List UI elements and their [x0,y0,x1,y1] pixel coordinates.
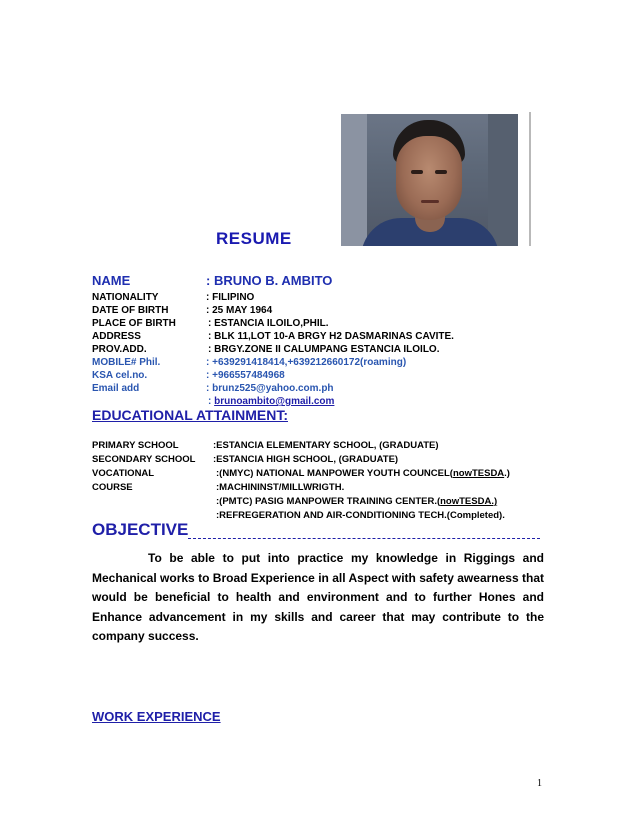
refrig-value: :REFREGERATION AND AIR-CONDITIONING TECH.(Completed). [216,510,505,521]
dob-value: : 25 MAY 1964 [206,305,273,316]
photo-border [529,112,531,246]
education-heading: EDUCATIONAL ATTAINMENT: [92,407,288,423]
pob-value: : ESTANCIA ILOILO,PHIL. [208,318,329,329]
email2-row [208,396,334,407]
email-value: : brunz525@yahoo.com.ph [206,383,334,394]
page-number: 1 [537,778,542,789]
objective-text: To be able to put into practice my knowledge in Riggings and Mechanical works to Broad Experience in all Aspect with safety awearness that would be beneficial to health and environment and to further Hones and Enhance advancement in my skills and career that may contribute to the company success. [92,551,544,643]
primary-value: :ESTANCIA ELEMENTARY SCHOOL, (GRADUATE) [213,440,439,451]
prov-address-label: PROV.ADD. [92,344,147,355]
vocational-tesda: nowTESDA [452,468,505,479]
mobile-value: : +639291418414,+639212660172(roaming) [206,357,407,368]
course-value: :MACHININST/MILLWRIGTH. [216,482,345,493]
address-value: : BLK 11,LOT 10-A BRGY H2 DASMARINAS CAVITE. [208,331,454,342]
name-value: : BRUNO B. AMBITO [206,273,333,288]
email-label: Email add [92,383,140,394]
pob-label: PLACE OF BIRTH [92,318,176,329]
address-label: ADDRESS [92,331,141,342]
secondary-label: SECONDARY SCHOOL [92,454,196,465]
objective-underline [188,538,540,539]
email2-prefix: : [208,396,215,407]
nationality-label: NATIONALITY [92,292,159,303]
work-experience-heading: WORK EXPERIENCE [92,709,221,724]
pmtc-value [216,496,497,507]
nationality-value: : FILIPINO [206,292,255,303]
ksa-label: KSA cel.no. [92,370,148,381]
secondary-value: :ESTANCIA HIGH SCHOOL, (GRADUATE) [213,454,399,465]
resume-title: RESUME [216,229,292,248]
mobile-label: MOBILE# Phil. [92,357,161,368]
objective-paragraph [92,549,544,647]
vocational-text: :(NMYC) NATIONAL MANPOWER YOUTH COUNCEL( [216,468,453,479]
pmtc-tesda: nowTESDA.) [440,496,498,507]
dob-label: DATE OF BIRTH [92,305,169,316]
ksa-value: : +966557484968 [206,370,285,381]
name-label: NAME [92,273,131,288]
profile-photo [341,114,518,246]
email2-link[interactable]: brunoambito@gmail.com [214,396,335,407]
vocational-value [216,468,510,479]
prov-address-value: : BRGY.ZONE II CALUMPANG ESTANCIA ILOILO. [208,344,440,355]
vocational-label: VOCATIONAL [92,468,155,479]
primary-label: PRIMARY SCHOOL [92,440,179,451]
vocational-close: .) [504,468,510,479]
course-label: COURSE [92,482,133,493]
objective-heading: OBJECTIVE [92,520,189,539]
pmtc-text: :(PMTC) PASIG MANPOWER TRAINING CENTER.( [216,496,441,507]
